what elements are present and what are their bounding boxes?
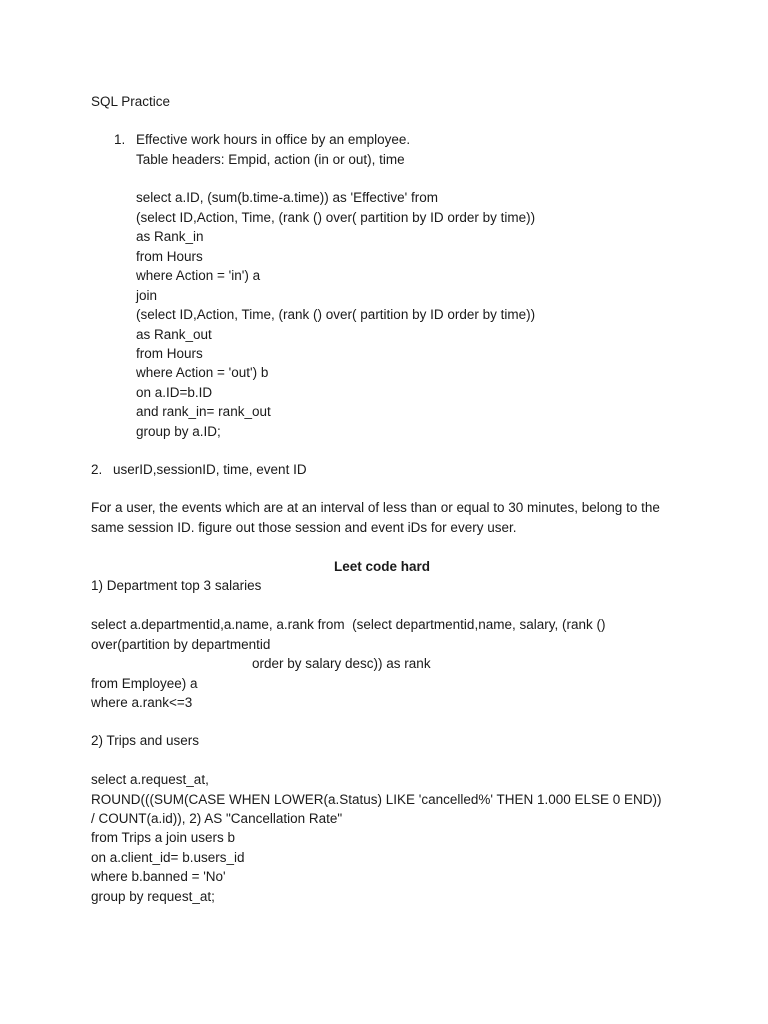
q1-code-line: from Hours — [136, 249, 203, 264]
q1-heading: Effective work hours in office by an employee. — [136, 132, 411, 147]
leet-p1-code-line: where a.rank<=3 — [91, 695, 193, 710]
q1-code-line: (select ID,Action, Time, (rank () over( partition by ID order by time)) — [136, 307, 536, 322]
q2-heading: userID,sessionID, time, event ID — [113, 462, 307, 477]
leet-p2-code-line: group by request_at; — [91, 889, 215, 904]
leet-p1-title: 1) Department top 3 salaries — [91, 578, 262, 593]
leet-p1-code-line: from Employee) a — [91, 676, 198, 691]
leet-p1-code-line: over(partition by departmentid — [91, 637, 271, 652]
leet-p1-code-line: select a.departmentid,a.name, a.rank from (select departmentid,name, salary, (rank () — [91, 617, 606, 632]
q1-code-line: join — [136, 288, 158, 303]
q1-code-line: on a.ID=b.ID — [136, 385, 213, 400]
leet-p2-code-line: ROUND(((SUM(CASE WHEN LOWER(a.Status) LIKE 'cancelled%' THEN 1.000 ELSE 0 END)) — [91, 792, 662, 807]
q2-description-line: For a user, the events which are at an interval of less than or equal to 30 minutes, belong to the — [91, 500, 660, 515]
q2-number: 2. — [91, 462, 103, 477]
leet-heading: Leet code hard — [334, 559, 431, 574]
q1-code-line: where Action = 'in') a — [136, 268, 261, 283]
leet-p2-title: 2) Trips and users — [91, 733, 200, 748]
q1-code-line: where Action = 'out') b — [136, 365, 269, 380]
leet-p2-code-line: where b.banned = 'No' — [91, 869, 226, 884]
q1-code-line: as Rank_out — [136, 327, 212, 342]
q1-code-line: as Rank_in — [136, 229, 204, 244]
leet-p2-code-line: on a.client_id= b.users_id — [91, 850, 245, 865]
leet-p2-code-line: select a.request_at, — [91, 772, 209, 787]
q1-code-line: select a.ID, (sum(b.time-a.time)) as 'Effective' from — [136, 190, 438, 205]
q1-code-line: and rank_in= rank_out — [136, 404, 271, 419]
q1-code-line: group by a.ID; — [136, 424, 221, 439]
q2-description-line: same session ID. figure out those session and event iDs for every user. — [91, 520, 517, 535]
leet-p2-code-line: / COUNT(a.id)), 2) AS "Cancellation Rate" — [91, 811, 343, 826]
q1-code-line: from Hours — [136, 346, 203, 361]
q1-code-line: (select ID,Action, Time, (rank () over( partition by ID order by time)) — [136, 210, 536, 225]
leet-p1-code-line: order by salary desc)) as rank — [252, 656, 431, 671]
q1-table-headers: Table headers: Empid, action (in or out), time — [136, 152, 405, 167]
q1-number: 1. — [114, 132, 126, 147]
leet-p2-code-line: from Trips a join users b — [91, 830, 236, 845]
document-title: SQL Practice — [91, 94, 171, 109]
